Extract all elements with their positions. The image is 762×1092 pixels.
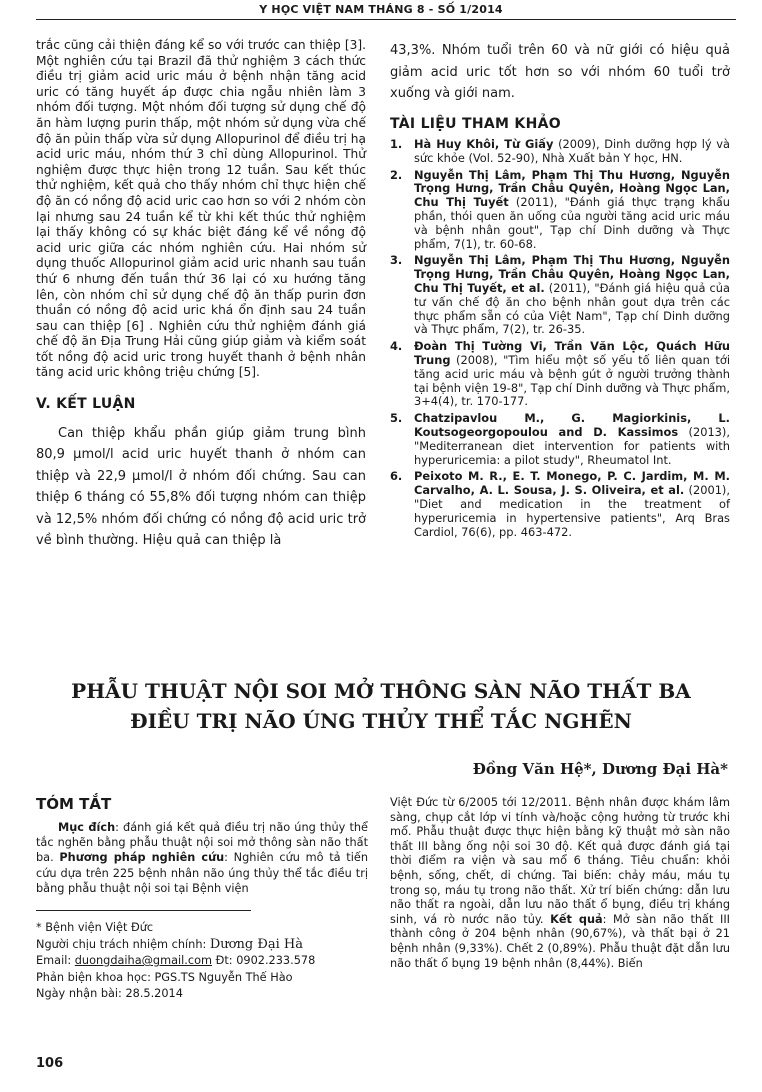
responsible-name: Dương Đại Hà [209, 936, 303, 952]
conclusion-heading: V. KẾT LUẬN [36, 396, 136, 413]
reference-text: (2013), "Mediterranean diet intervention for patients with hyperuricemia: a pilot study", Rheumatol Int. [414, 425, 730, 467]
reference-authors: Nguyễn Thị Lâm, Phạm Thị Thu Hương, Nguyễn Trọng Hưng, Trần Châu Quyên, Hoàng Ngọc Lan, Chu Thị Tuyết [414, 167, 730, 210]
title-line-1: PHẪU THUẬT NỘI SOI MỞ THÔNG SÀN NÃO THẤT BA [71, 679, 691, 703]
reference-authors: Chatzipavlou M., G. Magiorkinis, L. Koutsogeorgopoulou and D. Kassimos [414, 411, 730, 440]
references-heading: TÀI LIỆU THAM KHẢO [390, 115, 561, 132]
phone: Đt: 0902.233.578 [212, 954, 316, 967]
reference-number: 5. [390, 411, 403, 426]
reference-list [390, 138, 730, 539]
reference-item [390, 138, 730, 166]
abstract-text: : Nghiên cứu mô tả tiến cứu dựa trên 225 bệnh nhân não úng thủy thể tắc điều trị bằng phẫu thuật nội soi tại Bệnh viện [36, 851, 368, 895]
reference-number: 4. [390, 339, 403, 354]
label-method: Phương pháp nghiên cứu [59, 851, 225, 865]
responsible-author [36, 937, 376, 954]
affiliation: * Bệnh viện Việt Đức [36, 921, 154, 934]
reference-text: (2001), "Diet and medication in the treatment of hyperuricemia in hypertensive patients", Arq Bras Cardiol, 76(6), pp. 463-472. [414, 483, 730, 539]
responsible-label: Người chịu trách nhiệm chính: [36, 937, 210, 951]
abstract-left [36, 820, 368, 896]
reference-text: (2011), "Đánh giá hiệu quả của tư vấn chế độ ăn cho bệnh nhân gout dựa trên các thực phẩm sẵn có của Việt Nam", Tạp chí Dinh dưỡng và Thực phẩm, 7(2), tr. 26-35. [414, 281, 730, 337]
reference-number: 1. [390, 137, 403, 152]
reference-number: 2. [390, 167, 403, 182]
abstract-text: : đánh giá kết quả điều trị não úng thủy thể tắc nghẽn bằng phẫu thuật nội soi mở thông sàn não thất ba. [36, 821, 368, 865]
abstract-right [390, 796, 730, 971]
reference-text: (2009), Dinh dưỡng hợp lý và sức khỏe (Vol. 52-90), Nhà Xuất bản Y học, HN. [414, 137, 731, 165]
reference-number: 6. [390, 469, 403, 484]
right-column [390, 40, 730, 542]
body-paragraph: trắc cũng cải thiện đáng kể so với trước can thiệp [3]. Một nghiên cứu tại Brazil đã thử nghiệm 3 cách thức điều trị giảm acid uric máu ở bệnh nhận tăng acid uric có tăng huyết áp được chia ngẫu nhiên làm 3 nhóm đối tượng. Một nhóm đối tượng sử dụng chế độ ăn hàm lượng purin thấp, một nhóm sử dụng vừa chế độ ăn pủin thấp vừa sử dụng Allopurinol để điều trị hạ acid uric máu, nhóm thứ 3 chỉ dùng Allopurinol. Thử nghiệm được thực hiện trong 12 tuần. Sau kết thúc thử nghiệm, kết quả cho thấy nhóm chỉ thực hiện chế độ ăn có nồng độ acid uric cao hơn so với 2 nhóm còn lại nhưng sau 24 tuần kể từ khi kết thúc thử nghiệm lại thấy không có sự khác biệt đáng kể về nồng độ acid uric giữa các nhóm nghiên cứu. Hai nhóm sử dụng thuốc Allopurinol giảm acid uric nhanh sau tuần thứ 6 nhưng đến tuần thứ 36 lại có xu hướng tăng lên, còn nhóm chỉ sử dụng chế độ ăn thấp purin đơn thuần có nồng độ acid uric khá ổn định sau 24 tuần sau can thiệp [6] . Nghiên cứu thử nghiệm đánh giá chế độ ăn Địa Trung Hải cũng giúp giảm và kiểm soát tốt nồng độ acid uric trong huyết thanh ở bệnh nhân tăng acid uric không triệu chứng [5]. [36, 38, 366, 380]
abstract-heading: TÓM TẮT [36, 795, 112, 813]
reference-item [390, 412, 730, 467]
contact-line [36, 953, 376, 970]
reference-authors: Hà Huy Khôi, Từ Giấy [414, 137, 554, 152]
reference-item [390, 340, 730, 409]
reference-authors: Peixoto M. R., E. T. Monego, P. C. Jardim, M. M. Carvalho, A. L. Sousa, J. S. Oliveira, et al. [414, 469, 730, 498]
reviewer: Phản biện khoa học: PGS.TS Nguyễn Thế Hào [36, 970, 293, 984]
reference-text: (2008), "Tìm hiểu một số yếu tố liên quan tới tăng acid uric máu và bệnh gút ở người trưởng thành tại bệnh viện 19-8", Tạp chí Dinh dưỡng và Thực phẩm, 3+4(4), tr. 170-177. [414, 353, 730, 409]
conclusion-continuation: 43,3%. Nhóm tuổi trên 60 và nữ giới có hiệu quả giảm acid uric tốt hơn so với nhóm 60 tuổi trở xuống và giới nam. [390, 43, 730, 101]
left-column [36, 38, 366, 552]
email-link[interactable]: duongdaiha@gmail.com [74, 954, 213, 967]
running-header: Y HỌC VIỆT NAM THÁNG 8 - SỐ 1/2014 [259, 3, 503, 16]
reference-item [390, 470, 730, 539]
email-label: Email: [36, 954, 75, 967]
received-date: Ngày nhận bài: 28.5.2014 [36, 987, 183, 1000]
reference-item [390, 169, 730, 252]
label-purpose: Mục đích [58, 821, 116, 834]
article-title [0, 676, 762, 736]
title-line-2: ĐIỀU TRỊ NÃO ÚNG THỦY THỂ TẮC NGHẼN [130, 709, 632, 733]
abstract-text: Việt Đức từ 6/2005 tới 12/2011. Bệnh nhân được khám lâm sàng, chụp cắt lớp vi tính và/hoặc cộng hưởng từ trước khi mổ. Phẫu thuật được thực hiện bằng kỹ thuật mở sàn não thất III bằng ống nội soi 30 độ. Kết quả được đánh giá tại thời điểm ra viện và sau mổ 6 tháng. Tiêu chuẩn: khỏi bệnh, sống, chết, di chứng. Tai biến: chảy máu, máu tụ trong sọ, máu tụ trong não thất. Xử trí biến chứng: dẫn lưu não thất ra ngoài, dẫn lưu não thất ổ bụng, điều trị kháng sinh, vá rò nước não tủy. [390, 796, 730, 926]
page-number: 106 [36, 1056, 64, 1071]
article-authors: Đồng Văn Hệ*, Dương Đại Hà* [472, 760, 728, 778]
reference-authors: Đoàn Thị Tường Vi, Trần Văn Lộc, Quách Hữu Trung [414, 339, 730, 368]
reference-number: 3. [390, 253, 403, 268]
footnote-rule [36, 910, 251, 911]
conclusion-paragraph: Can thiệp khẩu phần giúp giảm trung bình 80,9 µmol/l acid uric huyết thanh ở nhóm can thiệp và 22,9 µmol/l ở nhóm đối chứng. Sau can thiệp 6 tháng có 55,8% đối tượng nhóm can thiệp và 12,5% nhóm đối chứng có nồng độ acid uric trở về bình thường. Hiệu quả can thiệp là [36, 425, 366, 549]
footnote [36, 920, 376, 1003]
abstract-text: : Mở sàn não thất III thành công ở 204 bệnh nhân (90,67%), và thất bại ở 21 bệnh nhân (9,33%). Chết 2 (0,89%). Phẫu thuật đặt dẫn lưu não thất ổ bụng 19 bệnh nhân (8,44%). Biến [390, 912, 730, 970]
reference-item [390, 254, 730, 337]
label-results: Kết quả [550, 912, 603, 926]
header-rule [36, 19, 736, 20]
reference-authors: Nguyễn Thị Lâm, Phạm Thị Thu Hương, Nguyễn Trọng Hưng, Trần Châu Quyên, Hoàng Ngọc Lan, Chu Thị Tuyết, et al. [414, 253, 730, 296]
reference-text: (2011), "Đánh giá thực trạng khẩu phần, thói quen ăn uống của người tăng acid uric máu và bệnh nhân gout", Tạp chí Dinh dưỡng và Thực phẩm, 7(1), tr. 60-68. [414, 195, 731, 251]
